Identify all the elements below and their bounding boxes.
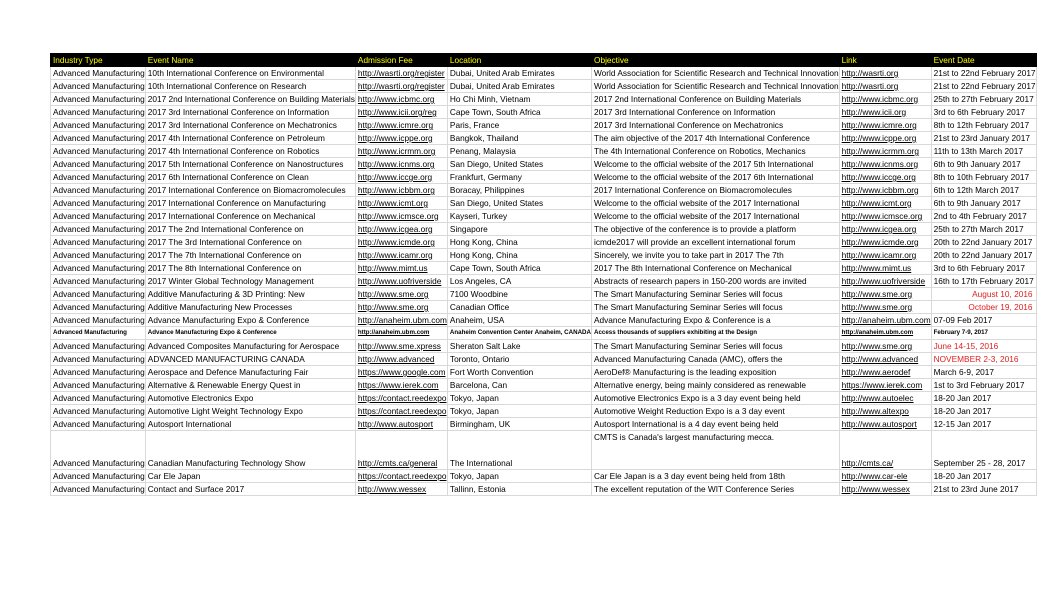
cell-objective[interactable]: AeroDef® Manufacturing is the leading exposition [592, 366, 840, 379]
cell-industry-type[interactable]: Advanced Manufacturing [51, 405, 146, 418]
cell-admission-fee[interactable]: http://www.sme.org [355, 288, 447, 301]
cell-link[interactable]: http://www.wessex [839, 483, 931, 496]
cell-event-name[interactable]: Additive Manufacturing & 3D Printing: New [145, 288, 355, 301]
table-row [51, 275, 1037, 288]
cell-event-date[interactable]: February 7-9, 2017 [931, 327, 1036, 340]
cell-event-name[interactable]: 2017 The 2nd International Conference on [145, 223, 355, 236]
cell-objective[interactable]: Welcome to the official website of the 2017 International [592, 210, 840, 223]
cell-event-name[interactable]: 2017 2nd International Conference on Building Materials [145, 93, 355, 106]
cell-event-date[interactable]: 21st to 23rd January 2017 [931, 132, 1036, 145]
cell-admission-fee[interactable]: http://www.autosport [355, 418, 447, 431]
table-row [51, 197, 1037, 210]
cell-location[interactable]: Canadian Office [447, 301, 591, 314]
cell-location[interactable]: Hong Kong, China [447, 236, 591, 249]
cell-event-date[interactable]: 25th to 27th March 2017 [931, 223, 1036, 236]
cell-admission-fee[interactable]: http://www.icmt.org [355, 197, 447, 210]
cell-objective[interactable]: Car Ele Japan is a 3 day event being held from 18th [592, 470, 840, 483]
cell-event-name[interactable]: Contact and Surface 2017 [145, 483, 355, 496]
cell-objective[interactable]: The excellent reputation of the WIT Conference Series [592, 483, 840, 496]
cell-location[interactable]: Boracay, Philippines [447, 184, 591, 197]
header-row [51, 54, 1037, 67]
cell-event-name[interactable]: 10th International Conference on Research [145, 80, 355, 93]
cell-link[interactable]: http://www.aerodef [839, 366, 931, 379]
cell-industry-type[interactable]: Advanced Manufacturing [51, 197, 146, 210]
cell-industry-type[interactable]: Advanced Manufacturing [51, 145, 146, 158]
cell-link[interactable]: http://www.icmsce.org [839, 210, 931, 223]
table-row [51, 353, 1037, 366]
cell-link[interactable]: http://www.uofriverside [839, 275, 931, 288]
table-row [51, 236, 1037, 249]
header-link[interactable]: Link [839, 54, 931, 67]
table-row [51, 145, 1037, 158]
cell-event-name[interactable]: Canadian Manufacturing Technology Show [145, 431, 355, 470]
cell-link[interactable]: http://anaheim.ubm.com [839, 314, 931, 327]
cell-event-date[interactable]: 25th to 27th February 2017 [931, 93, 1036, 106]
header-objective[interactable]: Objective [592, 54, 840, 67]
cell-objective[interactable]: The Smart Manufacturing Seminar Series will focus [592, 301, 840, 314]
cell-location[interactable]: Hong Kong, China [447, 249, 591, 262]
cell-link[interactable]: http://wasrti.org [839, 80, 931, 93]
cell-admission-fee[interactable]: http://www.icmre.org [355, 119, 447, 132]
cell-event-name[interactable]: 2017 The 3rd International Conference on [145, 236, 355, 249]
cell-location[interactable]: Dubai, United Arab Emirates [447, 80, 591, 93]
cell-location[interactable]: Cape Town, South Africa [447, 262, 591, 275]
table-row [51, 132, 1037, 145]
cell-location[interactable]: Tokyo, Japan [447, 470, 591, 483]
cell-event-date[interactable]: October 19, 2016 [931, 301, 1036, 314]
cell-link[interactable]: http://www.icnms.org [839, 158, 931, 171]
cell-objective[interactable]: The Smart Manufacturing Seminar Series will focus [592, 340, 840, 353]
cell-industry-type[interactable]: Advanced Manufacturing [51, 353, 146, 366]
cell-event-date[interactable]: 11th to 13th March 2017 [931, 145, 1036, 158]
cell-admission-fee[interactable]: http://www.icmde.org [355, 236, 447, 249]
cell-link[interactable]: http://www.icmt.org [839, 197, 931, 210]
cell-event-date[interactable]: 6th to 9th January 2017 [931, 197, 1036, 210]
table-row [51, 93, 1037, 106]
cell-link[interactable]: http://www.sme.org [839, 340, 931, 353]
cell-event-date[interactable]: March 6-9, 2017 [931, 366, 1036, 379]
cell-admission-fee[interactable]: http://www.icamr.org [355, 249, 447, 262]
cell-admission-fee[interactable]: http://www.icbmc.org [355, 93, 447, 106]
cell-event-name[interactable]: 2017 3rd International Conference on Information [145, 106, 355, 119]
cell-industry-type[interactable]: Advanced Manufacturing [51, 158, 146, 171]
cell-event-date[interactable]: 6th to 9th January 2017 [931, 158, 1036, 171]
cell-event-name[interactable]: Automotive Electronics Expo [145, 392, 355, 405]
cell-admission-fee[interactable]: http://www.sme.xpress [355, 340, 447, 353]
cell-admission-fee[interactable]: http://www.mimt.us [355, 262, 447, 275]
cell-admission-fee[interactable]: https://contact.reedexpo [355, 470, 447, 483]
cell-admission-fee[interactable]: http://www.wessex [355, 483, 447, 496]
cell-location[interactable]: Tallinn, Estonia [447, 483, 591, 496]
cell-objective[interactable]: Abstracts of research papers in 150-200 words are invited [592, 275, 840, 288]
cell-location[interactable]: Anaheim, USA [447, 314, 591, 327]
cell-event-name[interactable]: 2017 4th International Conference on Robotics [145, 145, 355, 158]
cell-location[interactable]: Cape Town, South Africa [447, 106, 591, 119]
cell-admission-fee[interactable]: http://www.icbbm.org [355, 184, 447, 197]
cell-location[interactable]: 7100 Woodbine [447, 288, 591, 301]
cell-event-name[interactable]: Car Ele Japan [145, 470, 355, 483]
cell-event-date[interactable]: 21st to 22nd February 2017 [931, 80, 1036, 93]
cell-event-date[interactable]: 3rd to 6th February 2017 [931, 106, 1036, 119]
cell-location[interactable]: Anaheim Convention Center Anaheim, CANADA [447, 327, 591, 340]
cell-objective[interactable]: Access thousands of suppliers exhibiting at the Design [592, 327, 840, 340]
cell-event-date[interactable]: 1st to 3rd February 2017 [931, 379, 1036, 392]
cell-event-name[interactable]: Advance Manufacturing Expo & Conference [145, 327, 355, 340]
cell-location[interactable]: San Diego, United States [447, 197, 591, 210]
table-row [51, 288, 1037, 301]
cell-admission-fee[interactable]: http://www.icrmm.org [355, 145, 447, 158]
cell-industry-type[interactable]: Advanced Manufacturing [51, 301, 146, 314]
cell-objective[interactable]: 2017 The 8th International Conference on Mechanical [592, 262, 840, 275]
cell-objective[interactable]: Alternative energy, being mainly considered as renewable [592, 379, 840, 392]
table-row [51, 119, 1037, 132]
cell-event-name[interactable]: Autosport International [145, 418, 355, 431]
cell-event-name[interactable]: Alternative & Renewable Energy Quest in [145, 379, 355, 392]
cell-industry-type[interactable]: Advanced Manufacturing [51, 93, 146, 106]
cell-event-name[interactable]: 10th International Conference on Environmental [145, 67, 355, 80]
cell-industry-type[interactable]: Advanced Manufacturing [51, 67, 146, 80]
cell-location[interactable]: Barcelona, Can [447, 379, 591, 392]
cell-event-name[interactable]: 2017 4th International Conference on Petroleum [145, 132, 355, 145]
cell-admission-fee[interactable]: http://anaheim.ubm.com [355, 327, 447, 340]
cell-link[interactable]: http://www.iccge.org [839, 171, 931, 184]
cell-admission-fee[interactable]: http://anaheim.ubm.com [355, 314, 447, 327]
cell-location[interactable]: Tokyo, Japan [447, 405, 591, 418]
cell-objective[interactable]: World Association for Scientific Research and Technical Innovation [592, 80, 840, 93]
cell-industry-type[interactable]: Advanced Manufacturing [51, 431, 146, 470]
table-row [51, 301, 1037, 314]
cell-objective[interactable]: The 4th International Conference on Robotics, Mechanics [592, 145, 840, 158]
cell-admission-fee[interactable]: http://www.uofriverside [355, 275, 447, 288]
cell-event-date[interactable]: 18-20 Jan 2017 [931, 405, 1036, 418]
cell-event-date[interactable]: NOVEMBER 2-3, 2016 [931, 353, 1036, 366]
cell-industry-type[interactable]: Advanced Manufacturing [51, 288, 146, 301]
cell-objective[interactable]: Sincerely, we invite you to take part in 2017 The 7th [592, 249, 840, 262]
cell-link[interactable]: http://www.icrmm.org [839, 145, 931, 158]
cell-industry-type[interactable]: Advanced Manufacturing [51, 366, 146, 379]
cell-event-name[interactable]: 2017 6th International Conference on Clean [145, 171, 355, 184]
cell-location[interactable]: Toronto, Ontario [447, 353, 591, 366]
cell-location[interactable]: Penang, Malaysia [447, 145, 591, 158]
table-row [51, 223, 1037, 236]
header-event-date[interactable]: Event Date [931, 54, 1036, 67]
cell-admission-fee[interactable]: http://www.icii.org/reg [355, 106, 447, 119]
cell-event-date[interactable]: 18-20 Jan 2017 [931, 392, 1036, 405]
cell-link[interactable]: https://www.ierek.com [839, 379, 931, 392]
cell-objective[interactable]: World Association for Scientific Research and Technical Innovation [592, 67, 840, 80]
table-row [51, 431, 1037, 470]
cell-event-name[interactable]: Additive Manufacturing New Processes [145, 301, 355, 314]
table-row [51, 158, 1037, 171]
cell-industry-type[interactable]: Advanced Manufacturing [51, 106, 146, 119]
cell-admission-fee[interactable]: http://wasrti.org/register [355, 80, 447, 93]
cell-industry-type[interactable]: Advanced Manufacturing [51, 184, 146, 197]
cell-link[interactable]: http://www.icmde.org [839, 236, 931, 249]
cell-objective[interactable]: Autosport International is a 4 day event being held [592, 418, 840, 431]
header-event-name[interactable]: Event Name [145, 54, 355, 67]
cell-admission-fee[interactable]: https://contact.reedexpo [355, 405, 447, 418]
header-admission-fee[interactable]: Admission Fee [355, 54, 447, 67]
cell-industry-type[interactable]: Advanced Manufacturing [51, 249, 146, 262]
cell-objective[interactable]: The objective of the conference is to provide a platform [592, 223, 840, 236]
cell-event-date[interactable]: 3rd to 6th February 2017 [931, 262, 1036, 275]
cell-admission-fee[interactable]: http://www.iccge.org [355, 171, 447, 184]
cell-admission-fee[interactable]: http://www.advanced [355, 353, 447, 366]
cell-admission-fee[interactable]: http://cmts.ca/general [355, 431, 447, 470]
cell-objective[interactable]: Advance Manufacturing Expo & Conference is a [592, 314, 840, 327]
cell-event-date[interactable]: 21st to 23rd June 2017 [931, 483, 1036, 496]
cell-event-date[interactable]: 8th to 10th February 2017 [931, 171, 1036, 184]
cell-event-name[interactable]: Automotive Light Weight Technology Expo [145, 405, 355, 418]
cell-industry-type[interactable]: Advanced Manufacturing [51, 392, 146, 405]
cell-event-name[interactable]: 2017 5th International Conference on Nanostructures [145, 158, 355, 171]
cell-event-name[interactable]: 2017 The 7th International Conference on [145, 249, 355, 262]
cell-event-date[interactable]: 6th to 12th March 2017 [931, 184, 1036, 197]
cell-location[interactable]: Frankfurt, Germany [447, 171, 591, 184]
cell-event-name[interactable]: 2017 International Conference on Manufacturing [145, 197, 355, 210]
cell-event-date[interactable]: 07-09 Feb 2017 [931, 314, 1036, 327]
cell-admission-fee[interactable]: https://www.google.com [355, 366, 447, 379]
cell-link[interactable]: http://www.icamr.org [839, 249, 931, 262]
table-row [51, 392, 1037, 405]
cell-admission-fee[interactable]: http://www.icppe.org [355, 132, 447, 145]
table-row [51, 314, 1037, 327]
cell-event-name[interactable]: 2017 International Conference on Mechanical [145, 210, 355, 223]
cell-link[interactable]: http://www.sme.org [839, 301, 931, 314]
cell-industry-type[interactable]: Advanced Manufacturing [51, 340, 146, 353]
cell-admission-fee[interactable]: http://wasrti.org/register [355, 67, 447, 80]
cell-event-date[interactable]: 20th to 22nd January 2017 [931, 236, 1036, 249]
cell-admission-fee[interactable]: http://www.icnms.org [355, 158, 447, 171]
cell-link[interactable]: http://www.advanced [839, 353, 931, 366]
cell-location[interactable]: Bangkok, Thailand [447, 132, 591, 145]
cell-industry-type[interactable]: Advanced Manufacturing [51, 262, 146, 275]
cell-location[interactable]: Paris, France [447, 119, 591, 132]
cell-link[interactable]: http://www.autoelec [839, 392, 931, 405]
cell-objective[interactable]: Welcome to the official website of the 2017 5th International [592, 158, 840, 171]
cell-objective[interactable]: The Smart Manufacturing Seminar Series will focus [592, 288, 840, 301]
table-row [51, 340, 1037, 353]
cell-location[interactable]: Ho Chi Minh, Vietnam [447, 93, 591, 106]
cell-location[interactable]: The International [447, 431, 591, 470]
cell-objective[interactable]: icmde2017 will provide an excellent international forum [592, 236, 840, 249]
cell-location[interactable]: San Diego, United States [447, 158, 591, 171]
cell-event-date[interactable]: 16th to 17th February 2017 [931, 275, 1036, 288]
spreadsheet-table [50, 53, 1037, 496]
table-row [51, 184, 1037, 197]
cell-link[interactable]: http://www.icgea.org [839, 223, 931, 236]
cell-industry-type[interactable]: Advanced Manufacturing [51, 379, 146, 392]
cell-objective[interactable]: Welcome to the official website of the 2017 International [592, 197, 840, 210]
cell-link[interactable]: http://www.car-ele [839, 470, 931, 483]
cell-event-date[interactable]: 20th to 22nd January 2017 [931, 249, 1036, 262]
cell-objective[interactable]: 2017 International Conference on Biomacromolecules [592, 184, 840, 197]
cell-industry-type[interactable]: Advanced Manufacturing [51, 132, 146, 145]
table-row [51, 366, 1037, 379]
cell-location[interactable]: Tokyo, Japan [447, 392, 591, 405]
cell-admission-fee[interactable]: https://www.ierek.com [355, 379, 447, 392]
cell-industry-type[interactable]: Advanced Manufacturing [51, 171, 146, 184]
cell-industry-type[interactable]: Advanced Manufacturing [51, 275, 146, 288]
cell-link[interactable]: http://www.icppe.org [839, 132, 931, 145]
cell-industry-type[interactable]: Advanced Manufacturing [51, 470, 146, 483]
cell-location[interactable]: Sheraton Salt Lake [447, 340, 591, 353]
table-row [51, 379, 1037, 392]
table-row [51, 249, 1037, 262]
cell-event-name[interactable]: Advance Manufacturing Expo & Conference [145, 314, 355, 327]
cell-link[interactable]: http://www.icii.org [839, 106, 931, 119]
cell-event-date[interactable]: 8th to 12th February 2017 [931, 119, 1036, 132]
cell-link[interactable]: http://cmts.ca/ [839, 431, 931, 470]
cell-industry-type[interactable]: Advanced Manufacturing [51, 314, 146, 327]
cell-link[interactable]: http://www.icbmc.org [839, 93, 931, 106]
cell-industry-type[interactable]: Advanced Manufacturing [51, 80, 146, 93]
cell-event-date[interactable]: 21st to 22nd February 2017 [931, 67, 1036, 80]
table-row [51, 262, 1037, 275]
cell-objective[interactable]: 2017 3rd International Conference on Mechatronics [592, 119, 840, 132]
cell-event-date[interactable]: September 25 - 28, 2017 [931, 431, 1036, 470]
cell-event-name[interactable]: Advanced Composites Manufacturing for Aerospace [145, 340, 355, 353]
cell-link[interactable]: http://www.mimt.us [839, 262, 931, 275]
cell-industry-type[interactable]: Advanced Manufacturing [51, 119, 146, 132]
cell-location[interactable]: Dubai, United Arab Emirates [447, 67, 591, 80]
cell-event-name[interactable]: 2017 The 8th International Conference on [145, 262, 355, 275]
header-industry-type[interactable]: Industry Type [51, 54, 146, 67]
cell-event-date[interactable]: 2nd to 4th February 2017 [931, 210, 1036, 223]
table-row [51, 210, 1037, 223]
cell-industry-type[interactable]: Advanced Manufacturing [51, 483, 146, 496]
cell-admission-fee[interactable]: http://www.icgea.org [355, 223, 447, 236]
cell-link[interactable]: http://www.icmre.org [839, 119, 931, 132]
table-row [51, 327, 1037, 340]
cell-location[interactable]: Birmingham, UK [447, 418, 591, 431]
cell-objective[interactable]: 2017 2nd International Conference on Building Materials [592, 93, 840, 106]
cell-event-name[interactable]: 2017 International Conference on Biomacromolecules [145, 184, 355, 197]
cell-link[interactable]: http://www.altexpo [839, 405, 931, 418]
table-row [51, 483, 1037, 496]
cell-link[interactable]: http://anaheim.ubm.com [839, 327, 931, 340]
cell-objective[interactable]: Automotive Electronics Expo is a 3 day event being held [592, 392, 840, 405]
cell-industry-type[interactable]: Advanced Manufacturing [51, 327, 146, 340]
table-row [51, 470, 1037, 483]
cell-location[interactable]: Singapore [447, 223, 591, 236]
table-row [51, 67, 1037, 80]
cell-industry-type[interactable]: Advanced Manufacturing [51, 236, 146, 249]
table-row [51, 171, 1037, 184]
cell-link[interactable]: http://www.icbbm.org [839, 184, 931, 197]
cell-objective[interactable]: Automotive Weight Reduction Expo is a 3 day event [592, 405, 840, 418]
table-row [51, 106, 1037, 119]
cell-event-name[interactable]: 2017 3rd International Conference on Mechatronics [145, 119, 355, 132]
header-location[interactable]: Location [447, 54, 591, 67]
table-row [51, 418, 1037, 431]
cell-industry-type[interactable]: Advanced Manufacturing [51, 210, 146, 223]
cell-location[interactable]: Los Angeles, CA [447, 275, 591, 288]
table-row [51, 405, 1037, 418]
cell-admission-fee[interactable]: http://www.sme.org [355, 301, 447, 314]
cell-event-date[interactable]: August 10, 2016 [931, 288, 1036, 301]
cell-event-date[interactable]: 12-15 Jan 2017 [931, 418, 1036, 431]
cell-link[interactable]: http://www.autosport [839, 418, 931, 431]
cell-event-date[interactable]: 18-20 Jan 2017 [931, 470, 1036, 483]
cell-location[interactable]: Kayseri, Turkey [447, 210, 591, 223]
table-row [51, 80, 1037, 93]
cell-admission-fee[interactable]: http://www.icmsce.org [355, 210, 447, 223]
cell-objective[interactable]: Advanced Manufacturing Canada (AMC), offers the [592, 353, 840, 366]
cell-link[interactable]: http://wasrti.org [839, 67, 931, 80]
cell-location[interactable]: Fort Worth Convention [447, 366, 591, 379]
cell-objective[interactable]: 2017 3rd International Conference on Information [592, 106, 840, 119]
cell-event-date[interactable]: June 14-15, 2016 [931, 340, 1036, 353]
cell-industry-type[interactable]: Advanced Manufacturing [51, 223, 146, 236]
cell-objective[interactable]: The aim objective of the 2017 4th International Conference [592, 132, 840, 145]
cell-industry-type[interactable]: Advanced Manufacturing [51, 418, 146, 431]
cell-objective[interactable]: CMTS is Canada's largest manufacturing mecca. [592, 431, 840, 470]
cell-link[interactable]: http://www.sme.org [839, 288, 931, 301]
cell-objective[interactable]: Welcome to the official website of the 2017 6th International [592, 171, 840, 184]
cell-event-name[interactable]: 2017 Winter Global Technology Management [145, 275, 355, 288]
cell-event-name[interactable]: Aerospace and Defence Manufacturing Fair [145, 366, 355, 379]
cell-admission-fee[interactable]: https://contact.reedexpo [355, 392, 447, 405]
cell-event-name[interactable]: ADVANCED MANUFACTURING CANADA [145, 353, 355, 366]
